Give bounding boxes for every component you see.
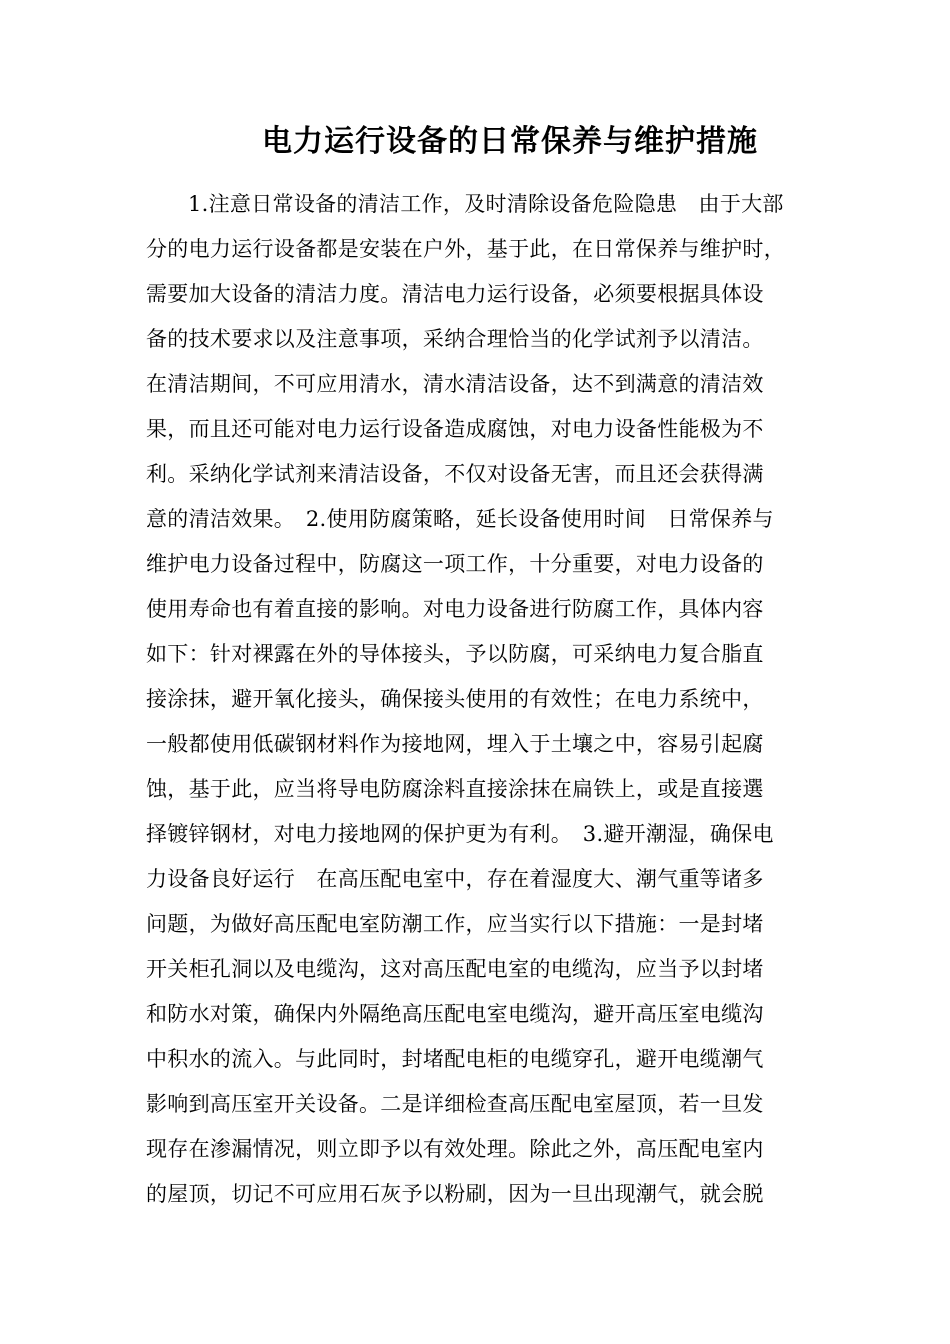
text-line: 蚀，基于此，应当将导电防腐涂料直接涂抹在扁铁上，或是直接選 (146, 777, 764, 801)
text-line: 1.注意日常设备的清洁工作，及时清除设备危险隐患 由于大部 (188, 192, 784, 216)
text-line: 一般都使用低碳钢材料作为接地网，埋入于土壤之中，容易引起腐 (146, 732, 764, 756)
text-line: 需要加大设备的清洁力度。清洁电力运行设备，必须要根据具体设 (146, 282, 764, 306)
document-title: 电力运行设备的日常保养与维护措施 (262, 124, 758, 159)
text-line: 利。采纳化学试剂来清洁设备，不仅对设备无害，而且还会获得满 (146, 462, 764, 486)
text-line: 分的电力运行设备都是安装在户外，基于此，在日常保养与维护时， (146, 237, 785, 261)
text-line: 意的清洁效果。 2.使用防腐策略，延长设备使用时间 日常保养与 (146, 507, 774, 531)
text-line: 的屋顶，切记不可应用石灰予以粉刷，因为一旦出现潮气，就会脱 (146, 1182, 764, 1206)
text-line: 如下：针对裸露在外的导体接头，予以防腐，可采纳电力复合脂直 (146, 642, 764, 666)
text-line: 接涂抹，避开氧化接头，确保接头使用的有效性；在电力系统中， (146, 687, 764, 711)
text-line: 在清洁期间，不可应用清水，清水清洁设备，达不到满意的清洁效 (146, 372, 764, 396)
text-line: 使用寿命也有着直接的影响。对电力设备进行防腐工作，具体内容 (146, 597, 764, 621)
text-line: 力设备良好运行 在高压配电室中，存在着湿度大、潮气重等诸多 (146, 867, 764, 891)
text-line: 现存在渗漏情况，则立即予以有效处理。除此之外，高压配电室内 (146, 1137, 764, 1161)
text-line: 择镀锌钢材，对电力接地网的保护更为有利。 3.避开潮湿，确保电 (146, 822, 774, 846)
text-line: 和防水对策，确保内外隔绝高压配电室电缆沟，避开高压室电缆沟 (146, 1002, 764, 1026)
text-line: 影响到高压室开关设备。二是详细检查高压配电室屋顶，若一旦发 (146, 1092, 764, 1116)
text-line: 问题，为做好高压配电室防潮工作，应当实行以下措施：一是封堵 (146, 912, 764, 936)
text-line: 备的技术要求以及注意事项，采纳合理恰当的化学试剂予以清洁。 (146, 327, 764, 351)
text-line: 维护电力设备过程中，防腐这一项工作，十分重要，对电力设备的 (146, 552, 764, 576)
text-line: 中积水的流入。与此同时，封堵配电柜的电缆穿孔，避开电缆潮气 (146, 1047, 764, 1071)
text-line: 果，而且还可能对电力运行设备造成腐蚀，对电力设备性能极为不 (146, 417, 764, 441)
text-line: 开关柜孔洞以及电缆沟，这对高压配电室的电缆沟，应当予以封堵 (146, 957, 764, 981)
